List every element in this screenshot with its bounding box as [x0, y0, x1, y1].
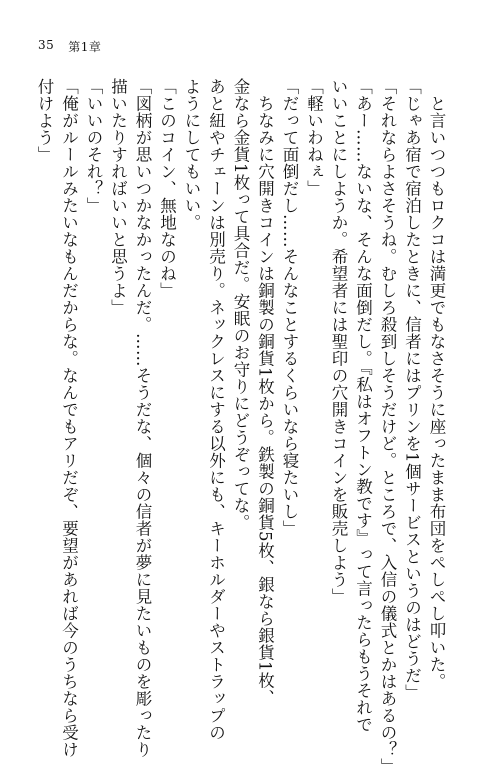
page-number: 35 [38, 38, 55, 52]
page-header [38, 38, 101, 55]
novel-body-text [32, 78, 449, 775]
text-line: 「俺がルールみたいなもんだからな。なんでもアリだぞ、要望があれば今のうちなら受け [59, 78, 79, 758]
text-line: 「軽いわねぇ」 [304, 78, 324, 197]
text-line: ようにしてもいい。 [182, 78, 201, 231]
text-line: 「それならよさそうね。むしろ殺到しそうだけど。ところで、入信の儀式とかはあるの？」 [378, 78, 397, 775]
chapter-title: 第1章 [68, 40, 102, 54]
text-line: 付けよう」 [35, 78, 54, 163]
text-line: あと紐やチェーンは別売り。ネックレスにする以外にも、キーホルダーやストラップの [206, 78, 226, 741]
text-line: ちなみに穴開きコインは銅製の銅貨1枚から。鉄製の銅貨5枚、銀なら銀貨1枚、 [255, 78, 275, 706]
text-line: 金なら金貨1枚って具合だ。安眠のお守りにどうぞってな。 [231, 78, 250, 531]
text-line: と言いつつもロクコは満更でもなさそうに座ったまま布団をぺしぺし叩いた。 [427, 78, 446, 690]
text-line: 「いいのそれ？」 [84, 78, 103, 214]
text-line: 「このコイン、無地なのね」 [157, 78, 177, 299]
text-line: いいことにしようか。希望者には聖印の穴開きコインを販売しよう」 [329, 78, 348, 605]
text-line: 「だって面倒だし……そんなことするくらいなら寝たいし」 [280, 78, 299, 537]
text-line: 「図柄が思いつかなかったんだ。……そうだな、個々の信者が夢に見たいものを彫ったり [133, 78, 152, 758]
text-line: 「じゃあ宿で宿泊したときに、信者にはプリンを1個サービスというのはどうだ」 [402, 78, 422, 701]
text-line: 描いたりすればいいと思うよ」 [108, 78, 128, 316]
text-line: 「あー……ないな、そんな面倒だし。『私はオフトン教です』って言ったらもうそれで [353, 78, 373, 733]
